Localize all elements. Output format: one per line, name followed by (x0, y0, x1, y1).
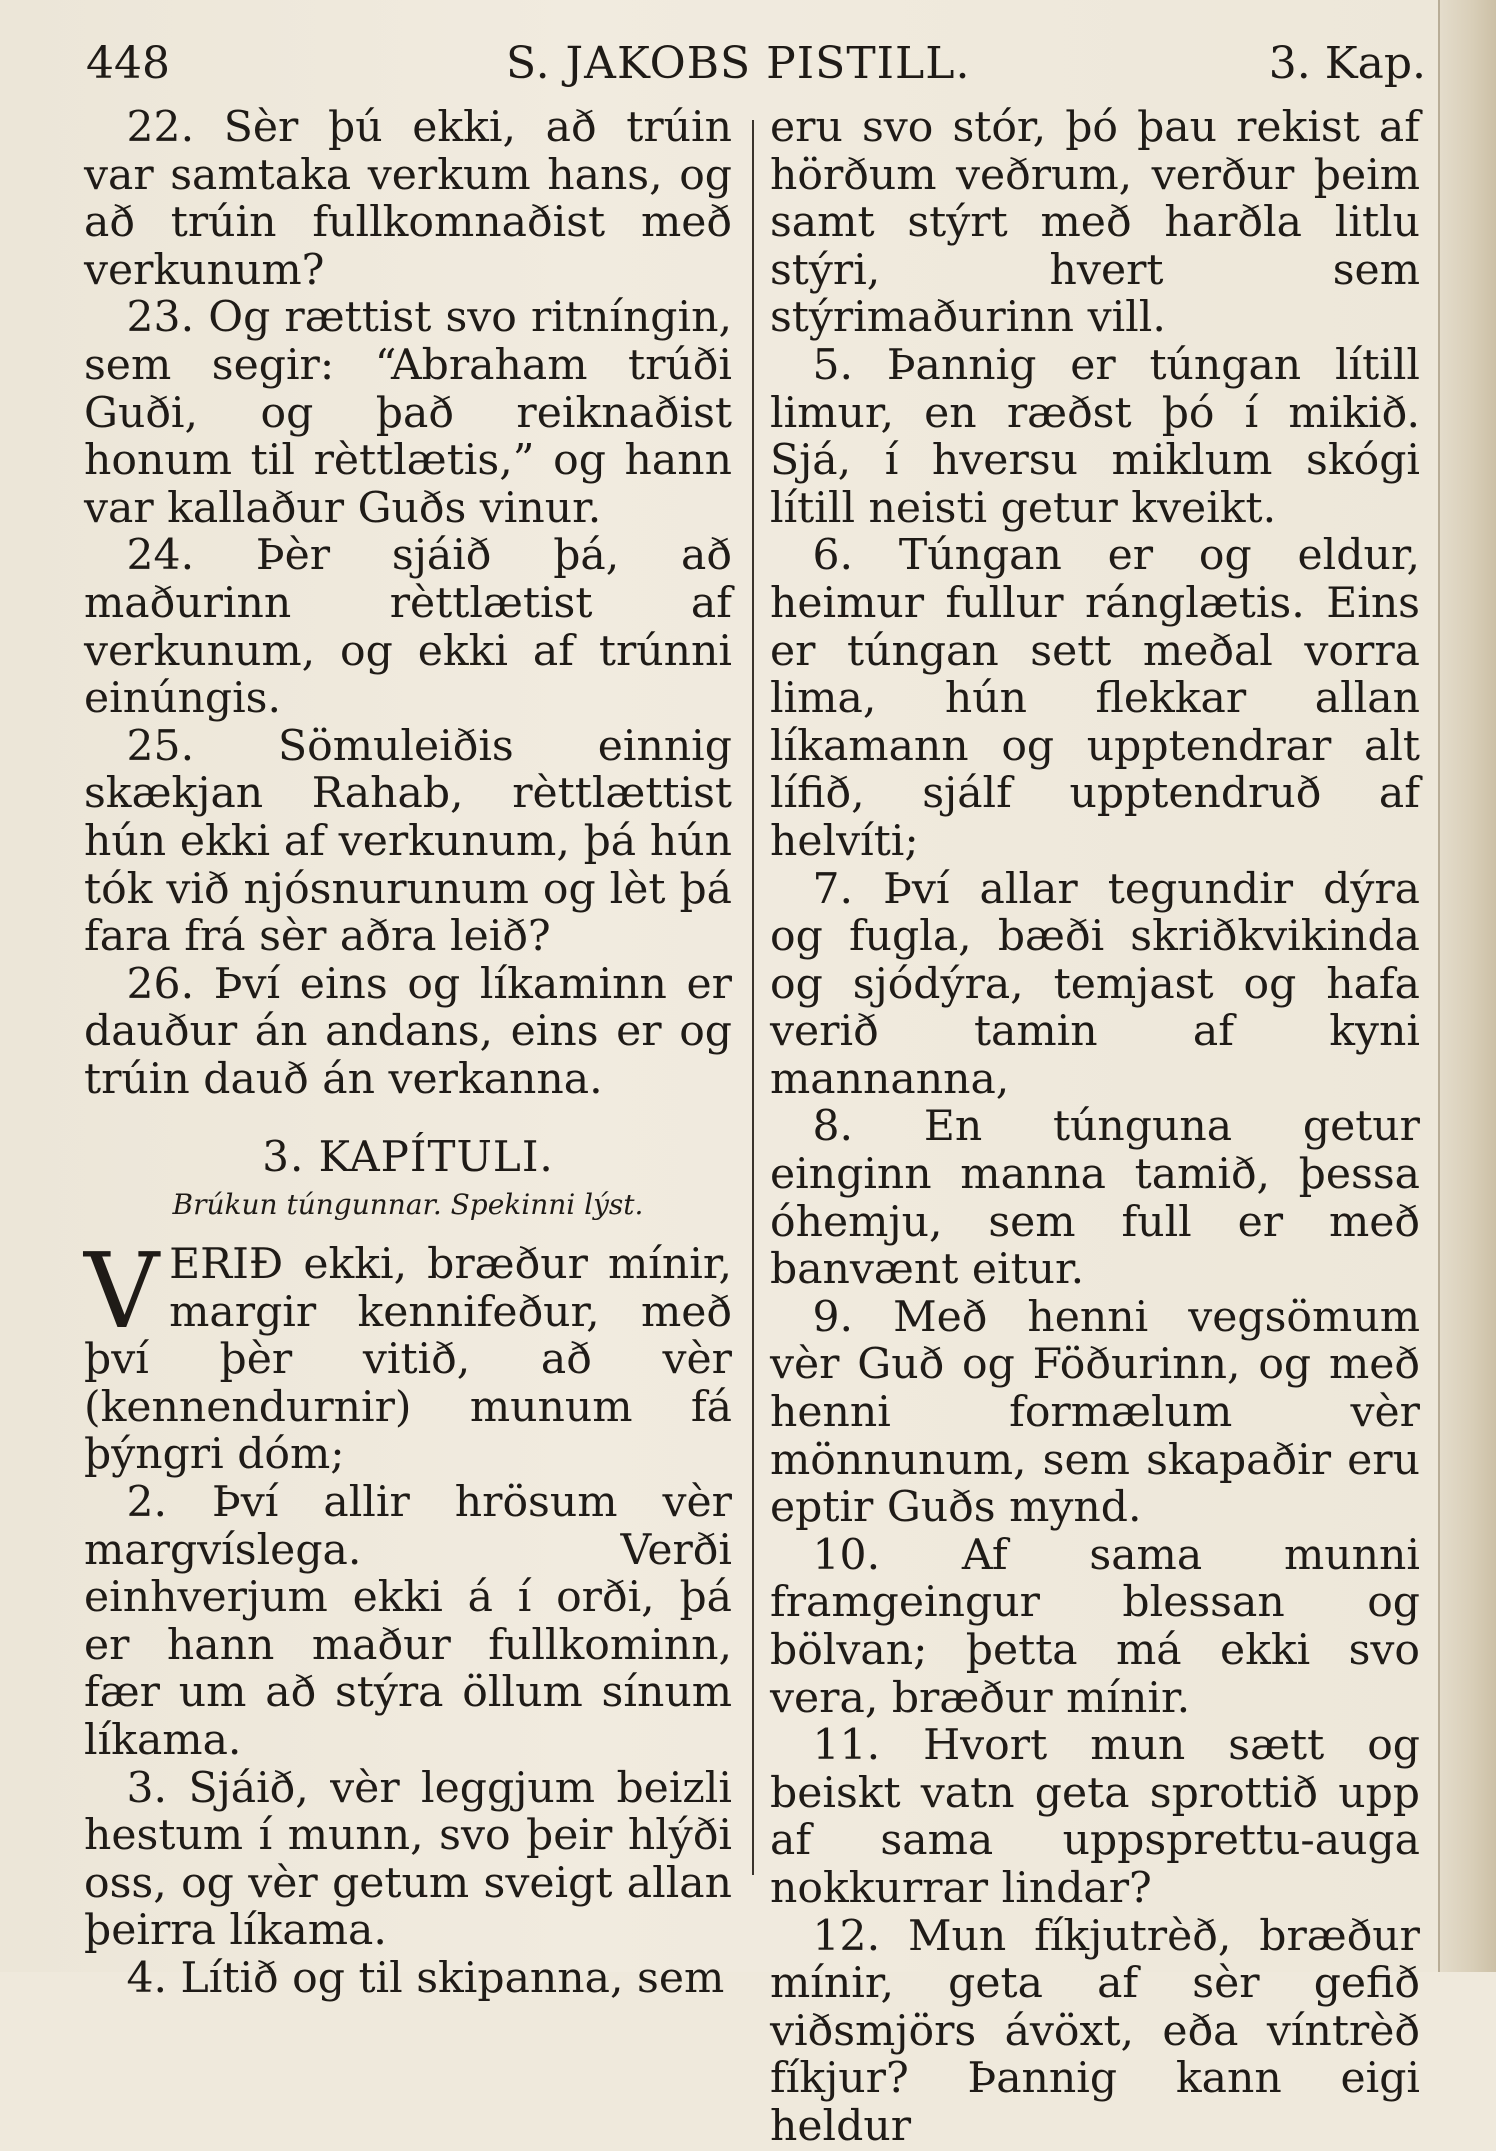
column-divider (752, 120, 754, 1875)
verse-1-text: ekki, bræður mínir, margir kennifeður, með því þèr vitið, að vèr (kennendurnir) munum fá þýngri dóm; (84, 1240, 732, 1480)
running-header (86, 38, 1426, 98)
facing-page-edge (1438, 0, 1496, 1972)
running-title: S. JAKOBS PISTILL. (506, 38, 971, 89)
verse-6: 6. Túngan er og eldur, heimur fullur ránglætis. Eins er túngan sett meðal vorra lima, hún flekkar allan líkamann og upptendrar alt lífið, sjálf upptendruð af helvíti; (770, 531, 1420, 866)
verse-26: 26. Því eins og líkaminn er dauður án andans, eins er og trúin dauð án verkanna. (84, 959, 732, 1104)
verse-4-start: 4. Lítið og til skipanna, sem (126, 1953, 725, 2003)
chapter-reference: 3. Kap. (1268, 38, 1426, 89)
verse-5: 5. Þannig er túngan lítill limur, en ræðst þó í mikið. Sjá, í hversu miklum skógi lítill neisti getur kveikt. (770, 340, 1420, 533)
verse-9: 9. Með henni vegsömum vèr Guð og Föðurinn, og með henni formælum vèr mönnunum, sem skapaðir eru eptir Guðs mynd. (770, 1292, 1420, 1533)
left-column (84, 104, 732, 2003)
chapter-title: 3. KAPÍTULI. (262, 1132, 554, 1182)
page-number: 448 (86, 38, 170, 89)
verse-12: 12. Mun fíkjutrèð, bræður mínir, geta af sèr gefið viðsmjörs ávöxt, eða víntrèð fíkjur? Þannig kann eigi heldur (770, 1911, 1420, 2151)
verse-1 (84, 1230, 732, 1480)
verse-3: 3. Sjáið, vèr leggjum beizli hestum í munn, svo þeir hlýði oss, og vèr getum sveigt allan þeirra líkama. (84, 1763, 732, 1956)
verse-24: 24. Þèr sjáið þá, að maðurinn rèttlætist af verkunum, og ekki af trúnni einúngis. (84, 531, 732, 724)
verse-1-caps: ERIÐ (169, 1240, 284, 1290)
verse-7: 7. Því allar tegundir dýra og fugla, bæði skriðkvikinda og sjódýra, temjast og hafa verið tamin af kyni mannanna, (770, 864, 1420, 1104)
right-column (770, 104, 1420, 2151)
drop-cap: V (84, 1230, 160, 1353)
verse-4-continued: eru svo stór, þó þau rekist af hörðum veðrum, verður þeim samt stýrt með harðla litlu stýri, hvert sem stýrimaðurinn vill. (770, 103, 1420, 343)
verse-10: 10. Af sama munni framgeingur blessan og bölvan; þetta má ekki svo vera, bræður mínir. (770, 1530, 1420, 1723)
verse-22: 22. Sèr þú ekki, að trúin var samtaka verkum hans, og að trúin fullkomnaðist með verkunum? (84, 103, 732, 295)
chapter-summary: Brúkun túngunnar. Spekinni lýst. (172, 1188, 644, 1222)
verse-11: 11. Hvort mun sætt og beiskt vatn geta sprottið upp af sama uppsprettu-auga nokkurrar lindar? (770, 1721, 1420, 1913)
verse-23: 23. Og rættist svo ritníngin, sem segir: “Abraham trúði Guði, og það reiknaðist honum til rèttlætis,” og hann var kallaður Guðs vinur. (84, 293, 732, 533)
verse-8: 8. En túnguna getur einginn manna tamið, þessa óhemju, sem full er með banvænt eitur. (770, 1102, 1420, 1295)
verse-2: 2. Því allir hrösum vèr margvíslega. Verði einhverjum ekki á í orði, þá er hann maður fullkominn, fær um að stýra öllum sínum líkama. (84, 1478, 732, 1765)
verse-25: 25. Sömuleiðis einnig skækjan Rahab, rèttlættist hún ekki af verkunum, þá hún tók við njósnurunum og lèt þá fara frá sèr aðra leið? (84, 721, 732, 962)
